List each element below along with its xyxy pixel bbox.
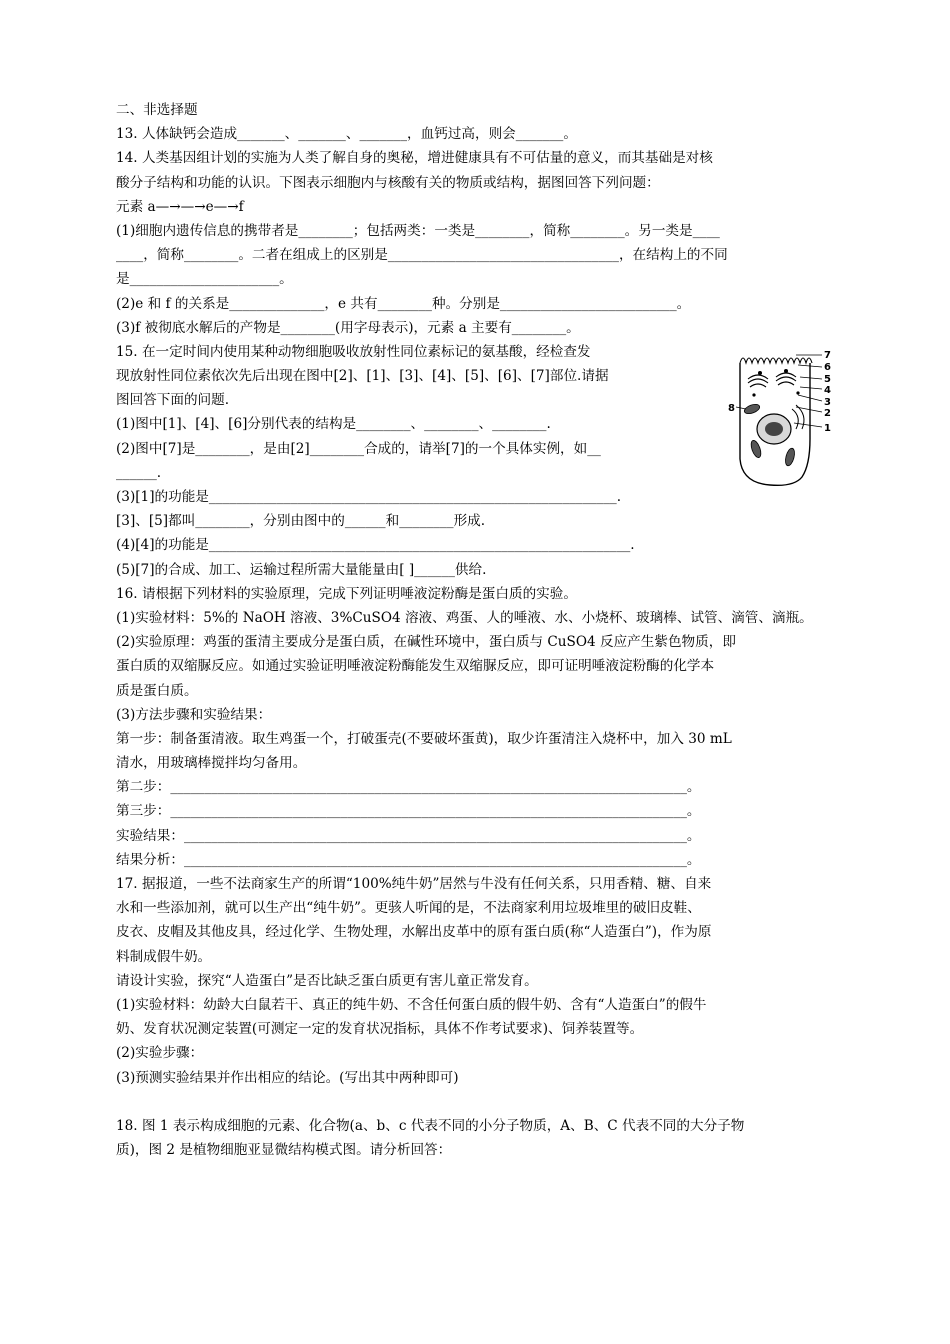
text-line: (2)实验步骤： (116, 1045, 204, 1062)
text-line: (3)f 被彻底水解后的产物是________(用字母表示)，元素 a 主要有________。 (116, 319, 580, 336)
text-line: 奶、发育状况测定装置(可测定一定的发育状况指标，具体不作考试要求)、饲养装置等。 (116, 1021, 644, 1038)
text-line: 结果分析：__________________________________________________________________________。 (116, 851, 701, 868)
label-7: 7 (824, 350, 831, 361)
text-line: 水和一些添加剂，就可以生产出“纯牛奶”。更骇人听闻的是，不法商家利用垃圾堆里的破旧皮鞋、 (116, 900, 701, 917)
text-line: 是______________________。 (116, 271, 293, 288)
text-line: (2)实验原理：鸡蛋的蛋清主要成分是蛋白质，在碱性环境中，蛋白质与 CuSO4 反应产生紫色物质，即 (116, 634, 736, 651)
text-line: (2)图中[7]是________，是由[2]________合成的，请举[7]的一个具体实例，如__ (116, 440, 601, 457)
text-line: 14. 人类基因组计划的实施为人类了解自身的奥秘，增进健康具有不可估量的意义，而其基础是对核 (116, 150, 713, 167)
text-line: [3]、[5]都叫________，分别由图中的______和________形成. (116, 513, 486, 530)
label-4: 4 (824, 385, 831, 396)
text-line: 质)，图 2 是植物细胞亚显微结构模式图。请分析回答： (116, 1142, 452, 1159)
text-line: (3)[1]的功能是____________________________________________________________. (116, 489, 622, 505)
text-line: 图回答下面的问题. (116, 392, 230, 409)
text-line: 酸分子结构和功能的认识。下图表示细胞内与核酸有关的物质或结构，据图回答下列问题： (116, 174, 660, 191)
label-8: 8 (728, 403, 735, 414)
text-line: 元素 a—→—→e—→f (116, 198, 244, 215)
text-line: ____，简称________。二者在组成上的区别是__________________________________，在结构上的不同 (116, 247, 728, 264)
text-line: 实验结果：__________________________________________________________________________。 (116, 827, 701, 844)
text-line: 15. 在一定时间内使用某种动物细胞吸收放射性同位素标记的氨基酸，经检查发 (116, 343, 591, 360)
text-line: 现放射性同位素依次先后出现在图中[2]、[1]、[3]、[4]、[5]、[6]、[7]部位.请据 (116, 368, 609, 385)
label-5: 5 (824, 374, 831, 385)
document-body (116, 98, 840, 1162)
text-line: (1)细胞内遗传信息的携带者是________；包括两类：一类是________，简称________。另一类是____ (116, 222, 720, 239)
label-6: 6 (824, 362, 831, 373)
label-3: 3 (824, 397, 831, 408)
text-line: 16. 请根据下列材料的实验原理，完成下列证明唾液淀粉酶是蛋白质的实验。 (116, 585, 577, 602)
text-line: 料制成假牛奶。 (116, 948, 212, 965)
text-line: (3)预测实验结果并作出相应的结论。(写出其中两种即可) (116, 1069, 459, 1086)
animal-cell-diagram (730, 349, 838, 489)
text-line: 清水，用玻璃棒搅拌均匀备用。 (116, 755, 307, 772)
text-line: (1)图中[1]、[4]、[6]分别代表的结构是________、________、________. (116, 416, 551, 433)
text-line (116, 1090, 840, 1114)
text-line: (2)e 和 f 的关系是______________，e 共有________种。分别是__________________________。 (116, 295, 691, 312)
label-1: 1 (824, 423, 831, 434)
text-line: 二、非选择题 (116, 102, 198, 118)
text-line: 第二步：____________________________________________________________________________。 (116, 779, 701, 796)
text-line: (4)[4]的功能是______________________________________________________________. (116, 537, 635, 554)
text-line: 17. 据报道，一些不法商家生产的所谓“100%纯牛奶”居然与牛没有任何关系，只用香精、糖、自来 (116, 876, 712, 892)
text-line: 蛋白质的双缩脲反应。如通过实验证明唾液淀粉酶能发生双缩脲反应，即可证明唾液淀粉酶的化学本 (116, 658, 715, 675)
label-2: 2 (824, 408, 831, 419)
text-line: 第一步：制备蛋清液。取生鸡蛋一个，打破蛋壳(不要破坏蛋黄)，取少许蛋清注入烧杯中，加入 30 mL (116, 730, 732, 747)
text-line: (1)实验材料：5%的 NaOH 溶液、3%CuSO4 溶液、鸡蛋、人的唾液、水、小烧杯、玻璃棒、试管、滴管、滴瓶。 (116, 609, 813, 626)
text-line: 质是蛋白质。 (116, 682, 198, 699)
text-line: (3)方法步骤和实验结果： (116, 706, 272, 723)
microvilli (740, 358, 812, 363)
text-line: 皮衣、皮帽及其他皮具，经过化学、生物处理，水解出皮革中的原有蛋白质(称“人造蛋白”)，作为原 (116, 924, 712, 941)
text-line: 18. 图 1 表示构成细胞的元素、化合物(a、b、c 代表不同的小分子物质，A、B、C 代表不同的大分子物 (116, 1117, 745, 1134)
text-line: (5)[7]的合成、加工、运输过程所需大量能量由[ ]______供给. (116, 561, 487, 578)
text-line: 第三步：____________________________________________________________________________。 (116, 803, 701, 820)
text-line: ______. (116, 464, 162, 481)
text-line: 请设计实验，探究“人造蛋白”是否比缺乏蛋白质更有害儿童正常发育。 (116, 972, 538, 989)
text-line: (1)实验材料：幼龄大白鼠若干、真正的纯牛奶、不含任何蛋白质的假牛奶、含有“人造蛋白”的假牛 (116, 996, 707, 1013)
text-line: 13. 人体缺钙会造成_______、_______、_______，血钙过高，则会_______。 (116, 126, 577, 143)
